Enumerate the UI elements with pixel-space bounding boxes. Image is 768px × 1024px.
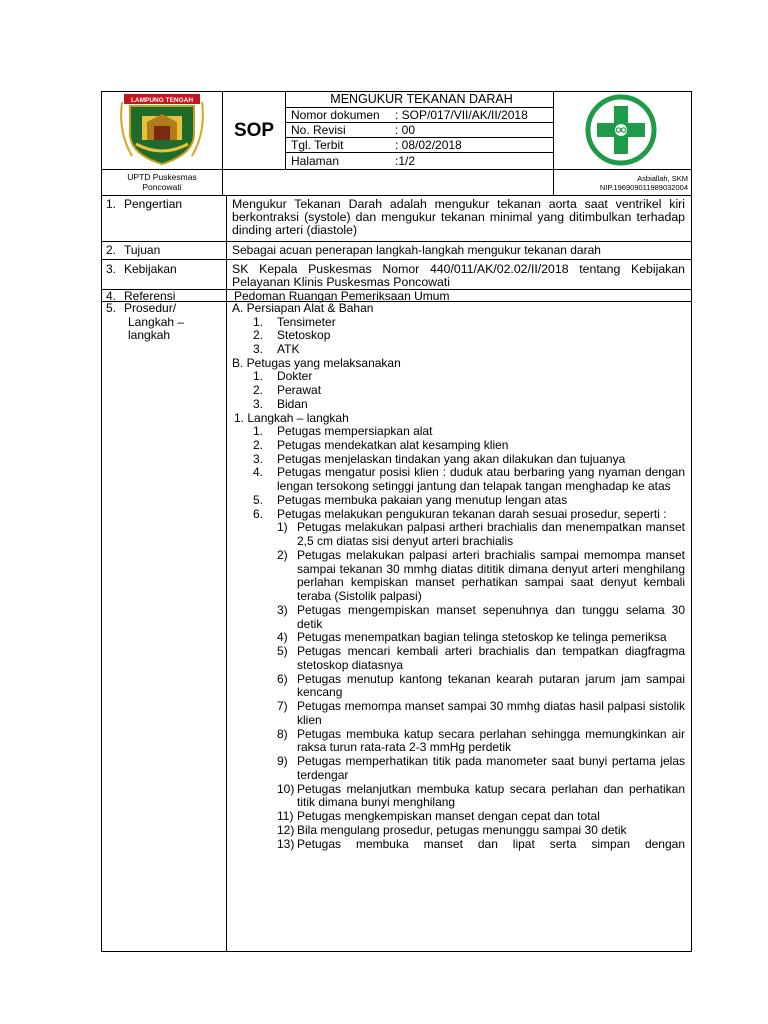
sop-label: SOP [223,92,286,170]
list-item: 3. Petugas menjelaskan tindakan yang akan dilakukan dan tujuanya [253,451,626,466]
list-item: 3. ATK [253,342,300,357]
list-item: 2) Petugas melakukan palpasi arteri brachialis sampai memompa manset sampai tekanan 30 mmhg diatas dititik dimana denyut arteri menghilang perlahan kempiskan manset perhatikan sampai saat denyut kembali teraba (Sistolik palpasi) [277,547,685,604]
list-item: 1. Petugas mempersiapkan alat [253,424,433,439]
pengertian-text: Mengukur Tekanan Darah adalah mengukur tekanan aorta saat ventrikel kiri berkontraksi (systole) dan mengukur tekanan minimal yang ditimbulkan terhadap dinding arteri (diastole) [232,197,685,238]
list-item: 5. Petugas membuka pakaian yang menutup lengan atas [253,492,568,507]
list-item: 7) Petugas memompa manset sampai 30 mmhg diatas hasil palpasi sistolik klien [277,699,685,727]
puskesmas-logo-cell [554,92,691,170]
list-item: 5) Petugas mencari kembali arteri brachialis dan tempatkan diagfragma stetoskop diatasnya [277,644,685,672]
signatory: Asbiallah, SKM NIP.196909011989032004 [599,174,688,192]
referensi-text: Pedoman Ruangan Pemeriksaan Umum [234,289,450,303]
info-row-no-revisi: No. Revisi : 00 [286,122,554,137]
section-prosedur: 5. Prosedur/ Langkah – langkah A. Persiapan Alat & Bahan 1. Tensimeter 2. Stetoskop 3. ATK B. Petugas yang melaksanakan 1. Dokter 2. Perawat 3. Bidan 1. Langkah – langkah 1. Petugas mempersiapkan alat 2. Petugas mendekatkan alat kesamping klien 3. Petugas menjelaskan tindakan yang akan dilakukan dan tujuanya 4. Petugas mengatur posisi klien : duduk atau berbaring yang nyaman dengan lengan tersokong setinggi jantung dan telapak tangan menghadap ke atas 5. Petugas membuka pakaian yang menutup lengan atas 6. Petugas melakukan pengukuran tekanan darah sesuai prosedur, seperti : 1) Petugas melakukan palpasi artheri brachialis dan menempatkan manset 2,5 cm diatas sisi denyut arteri brachialis 2) Petugas melakukan palpasi arteri brachialis sampai memompa manset sampai tekanan 30 mmhg diatas dititik dimana denyut arteri menghilang perlahan kempiskan manset perhatikan sampai saat denyut kembali teraba (Sistolik palpasi) 3) Petugas mengempiskan manset sepenuhnya dan tunggu selama 30 detik 4) Petugas menempatkan bagian telinga stetoskop ke telinga pemeriksa 5) Petugas mencari kembali arteri brachialis dan tempatkan diagfragma stetoskop diatasnya 6) Petugas menutup kantong tekanan kearah putaran jarum jam sampai kencang 7) Petugas memompa manset sampai 30 mmhg diatas hasil palpasi sistolik klien 8) Petugas membuka katup secara perlahan sehingga memungkinkan air raksa turun rata-rata 2-3 mmHg perdetik 9) Petugas memperhatikan titik pada manometer saat bunyi pertama jelas terdengar 10) Petugas melanjutkan membuka katup secara perlahan dan perhatikan titik dimana bunyi menghilang 11) Petugas mengkempiskan manset dengan cepat dan total 12) Bila mengulang prosedur, petugas menunggu sampai 30 detik 13) Petugas membuka manset dan lipat serta simpan dengan [102,302,691,952]
petugas-title: B. Petugas yang melaksanakan [232,355,401,370]
list-item: 1) Petugas melakukan palpasi artheri brachialis dan menempatkan manset 2,5 cm diatas sisi denyut arteri brachialis [277,520,685,549]
list-item: 1. Tensimeter [253,314,336,329]
list-item: 4. Petugas mengatur posisi klien : duduk atau berbaring yang nyaman dengan lengan tersokong setinggi jantung dan telapak tangan menghadap ke atas [253,465,685,494]
document-info [286,92,554,170]
section-referensi: 4. Referensi Pedoman Ruangan Pemeriksaan Umum [102,290,691,302]
sop-document [101,91,692,952]
puskesmas-name: UPTD Puskesmas Poncowati [102,170,223,196]
subheader-blank [223,170,554,196]
list-item: 1. Dokter [253,369,313,384]
regency-logo-cell [102,92,223,170]
langkah-title: 1. Langkah – langkah [234,410,349,425]
info-row-nomor-dokumen: Nomor dokumen : SOP/017/VII/AK/II/2018 [286,107,554,122]
list-item: 2. Stetoskop [253,328,331,343]
section-pengertian: 1. Pengertian Mengukur Tekanan Darah adalah mengukur tekanan aorta saat ventrikel kiri berkontraksi (systole) dan mengukur tekanan minimal yang ditimbulkan terhadap dinding arteri (diastole) [102,196,691,242]
persiapan-title: A. Persiapan Alat & Bahan [232,301,374,315]
section-kebijakan: 3. Kebijakan SK Kepala Puskesmas Nomor 440/011/AK/02.02/II/2018 tentang Kebijakan Pelayanan Klinis Puskesmas Poncowati [102,260,691,290]
info-row-tgl-terbit: Tgl. Terbit : 08/02/2018 [286,137,554,152]
document-subheader [102,170,691,196]
list-item: 3) Petugas mengempiskan manset sepenuhnya dan tunggu selama 30 detik [277,602,685,631]
list-item: 6. Petugas melakukan pengukuran tekanan darah sesuai prosedur, seperti : [253,506,667,521]
info-row-halaman: Halaman :1/2 [286,152,554,170]
svg-text:LAMPUNG TENGAH: LAMPUNG TENGAH [130,97,194,104]
section-tujuan: 2. Tujuan Sebagai acuan penerapan langkah-langkah mengukur tekanan darah [102,242,691,260]
list-item: 3. Bidan [253,396,308,411]
document-header [102,92,691,170]
list-item: 2. Perawat [253,383,322,398]
lampung-tengah-emblem-icon [102,92,223,170]
prosedur-content [227,302,691,952]
list-item: 9) Petugas memperhatikan titik pada manometer saat bunyi pertama jelas terdengar [277,754,685,782]
list-item: 8) Petugas membuka katup secara perlahan sehingga memungkinkan air raksa turun rata-rata 2-3 mmHg perdetik [277,726,685,755]
list-item: 11) Petugas mengkempiskan manset dengan cepat dan total [277,809,600,824]
list-item: 6) Petugas menutup kantong tekanan kearah putaran jarum jam sampai kencang [277,671,685,700]
list-item: 13) Petugas membuka manset dan lipat serta simpan dengan [277,836,685,851]
puskesmas-cross-logo-icon [554,92,691,170]
tujuan-text: Sebagai acuan penerapan langkah-langkah mengukur tekanan darah [232,243,601,257]
list-item: 2. Petugas mendekatkan alat kesamping klien [253,437,509,452]
document-title: MENGUKUR TEKANAN DARAH [330,92,513,106]
list-item: 4) Petugas menempatkan bagian telinga stetoskop ke telinga pemeriksa [277,630,667,645]
list-item: 10) Petugas melanjutkan membuka katup secara perlahan dan perhatikan titik dimana bunyi menghilang [277,781,685,810]
kebijakan-text: SK Kepala Puskesmas Nomor 440/011/AK/02.02/II/2018 tentang Kebijakan Pelayanan Klinis Puskesmas Poncowati [232,262,685,289]
list-item: 12) Bila mengulang prosedur, petugas menunggu sampai 30 detik [277,822,627,837]
